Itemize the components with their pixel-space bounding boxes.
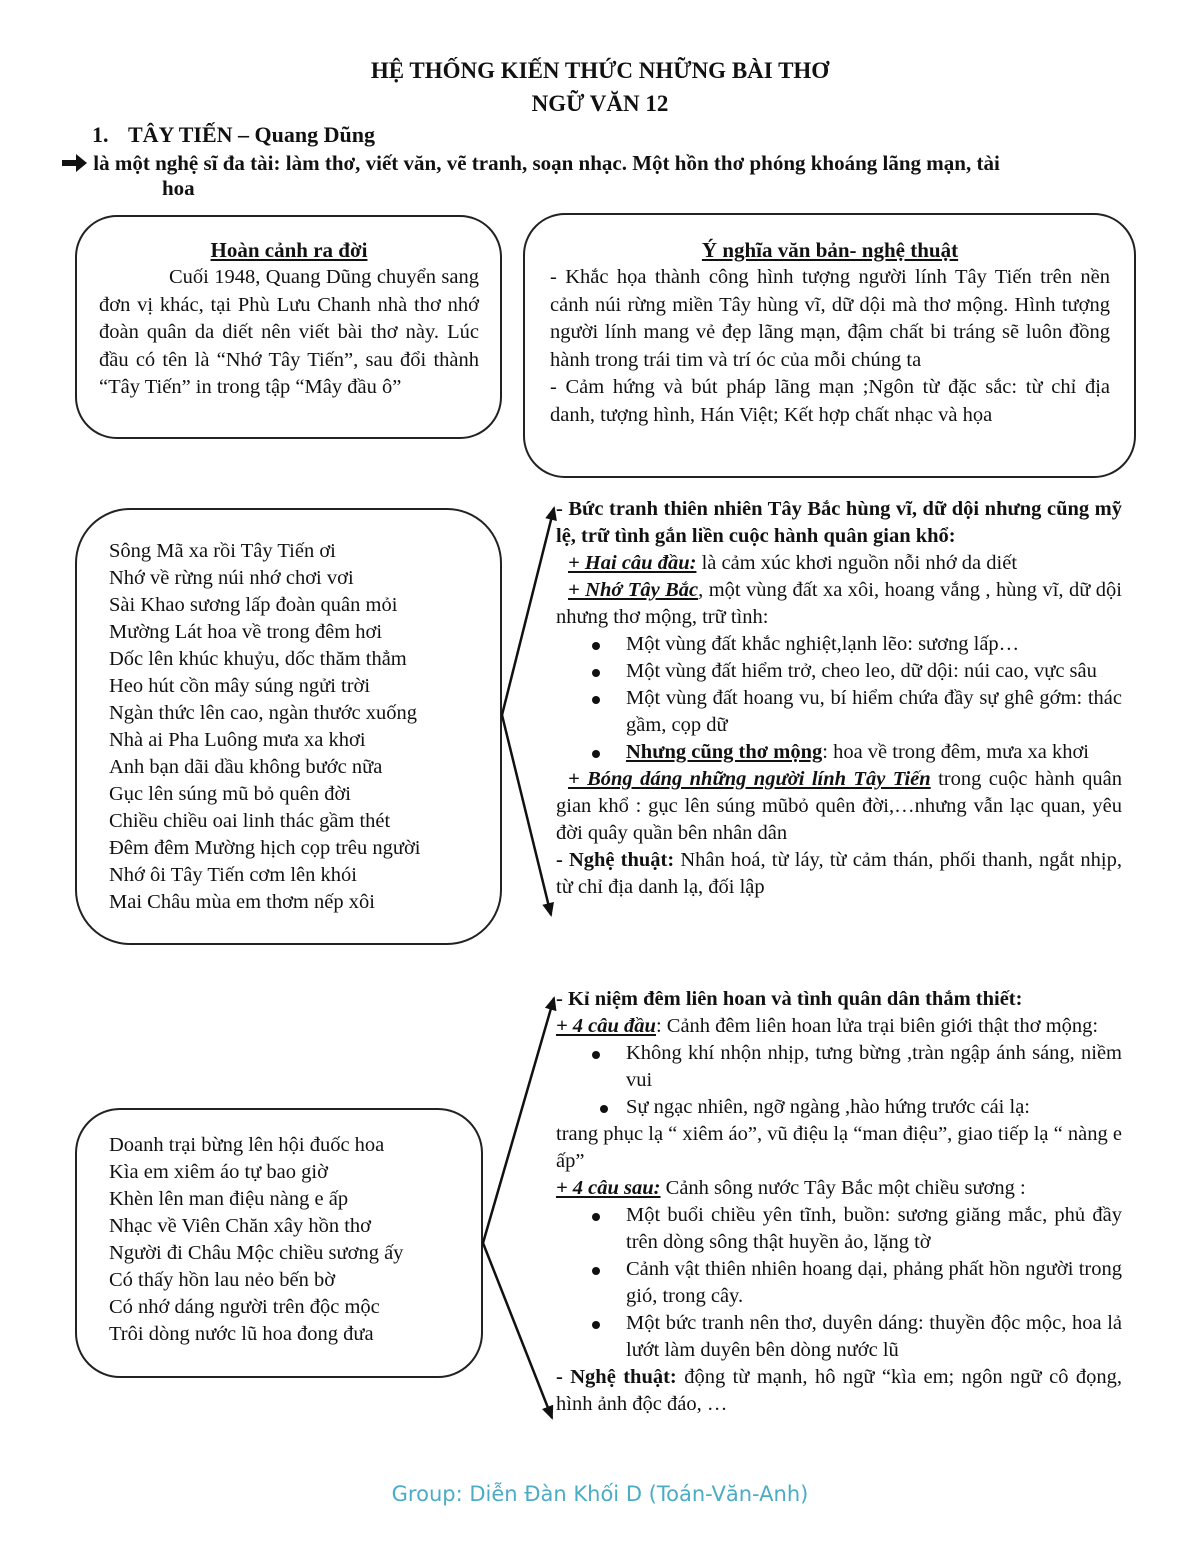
arrow-down-2 — [483, 1243, 552, 1418]
poem-line: Anh bạn dãi dầu không bước nữa — [109, 756, 383, 778]
poem-line: Nhớ về rừng núi nhớ chơi vơi — [109, 567, 354, 589]
meaning-box-title: Ý nghĩa văn bản- nghệ thuật — [701, 238, 959, 262]
analysis2-bullets-a — [556, 1040, 1122, 1094]
analysis2-art: - Nghệ thuật: động từ mạnh, hô ngữ “kìa em; ngôn ngữ cô đọng, hình ảnh độc đáo, … — [556, 1366, 1122, 1415]
poem-line: Nhạc về Viên Chăn xây hồn thơ — [109, 1215, 372, 1237]
list-item: Nhưng cũng thơ mộng: hoa về trong đêm, mưa xa khơi — [556, 739, 1122, 766]
arrow-up-1 — [502, 508, 554, 715]
analysis2-heading: - Kỉ niệm đêm liên hoan và tình quân dân thắm thiết: — [556, 988, 1023, 1010]
analysis2-bullet2-rest: trang phục lạ “ xiêm áo”, vũ điệu lạ “man điệu”, giao tiếp lạ “ nàng e ấp” — [556, 1123, 1122, 1172]
analysis1-bullets — [556, 631, 1122, 766]
poem-line: Gục lên súng mũ bỏ quên đời — [109, 783, 352, 805]
list-item: Sự ngạc nhiên, ngỡ ngàng ,hào hứng trước cái lạ: — [556, 1094, 1122, 1121]
bullet-icon — [600, 1105, 608, 1113]
poem-line: Nhà ai Pha Luông mưa xa khơi — [109, 729, 366, 751]
analysis1-art: - Nghệ thuật: Nhân hoá, từ láy, từ cảm thán, phối thanh, ngắt nhịp, từ chỉ địa danh lạ, đối lập — [556, 849, 1122, 898]
arrow-down-1 — [502, 715, 551, 915]
page-title: HỆ THỐNG KIẾN THỨC NHỮNG BÀI THƠ — [370, 58, 830, 83]
poem-line: Mường Lát hoa về trong đêm hơi — [109, 621, 383, 643]
poem-line: Doanh trại bừng lên hội đuốc hoa — [109, 1134, 385, 1156]
bullet-icon — [592, 1321, 600, 1329]
meaning-box-para1: - Khắc họa thành công hình tượng người lính Tây Tiến trên nền cảnh núi rừng miền Tây hùng vĩ, dữ dội mà thơ mộng. Hình tượng người lính mang vẻ đẹp lãng mạn, đậm chất bi tráng sẽ luôn đồng hành trong trái tim và trí óc của mỗi chúng ta — [550, 266, 1110, 371]
analysis1-sub3: + Bóng dáng những người lính Tây Tiến trong cuộc hành quân gian khổ : gục lên súng mũbỏ quên đời,…nhưng vẫn lạc quan, yêu đời quây quần bên nhân dân — [556, 768, 1123, 844]
poem-line: Có thấy hồn lau nẻo bến bờ — [109, 1269, 336, 1291]
analysis1-heading: - Bức tranh thiên nhiên Tây Bắc hùng vĩ, dữ dội nhưng cũng mỹ lệ, trữ tình gắn liền cuộc hành quân gian khổ: — [556, 498, 1122, 547]
footer-group-name: Group: Diễn Đàn Khối D (Toán-Văn-Anh) — [391, 1482, 809, 1506]
analysis2 — [556, 986, 1122, 1418]
poem-line: Có nhớ dáng người trên độc mộc — [109, 1296, 380, 1318]
poem-line: Nhớ ôi Tây Tiến cơm lên khói — [109, 864, 357, 886]
list-item: Không khí nhộn nhịp, tưng bừng ,tràn ngập ánh sáng, niềm vui — [556, 1040, 1122, 1094]
bullet-icon — [592, 750, 600, 758]
poem-line: Khèn lên man điệu nàng e ấp — [109, 1188, 349, 1210]
poem-line: Trôi dòng nước lũ hoa đong đưa — [109, 1323, 374, 1345]
list-item: Một buổi chiều yên tĩnh, buồn: sương giăng mắc, phủ đầy trên dòng sông thật huyền ảo, lặng tờ — [556, 1202, 1122, 1256]
arrow-up-2 — [483, 998, 554, 1243]
context-box-text: Cuối 1948, Quang Dũng chuyển sang đơn vị khác, tại Phù Lưu Chanh nhà thơ nhớ đoàn quân da diết nên viết bài thơ này. Lúc đầu có tên là “Nhớ Tây Tiến”, sau đổi thành “Tây Tiến” in trong tập “Mây đầu ô” — [99, 266, 479, 398]
poem-line: Ngàn thức lên cao, ngàn thước xuống — [109, 702, 418, 724]
bullet-icon — [592, 1267, 600, 1275]
list-item: Một vùng đất khắc nghiệt,lạnh lẽo: sương lấp… — [556, 631, 1122, 658]
list-item: Một vùng đất hiểm trở, cheo leo, dữ dội: núi cao, vực sâu — [556, 658, 1122, 685]
analysis2-bullets-b — [556, 1202, 1122, 1364]
author-description: là một nghệ sĩ đa tài: làm thơ, viết văn, vẽ tranh, soạn nhạc. Một hồn thơ phóng khoáng lãng mạn, tài — [62, 150, 1162, 176]
poem-line: Dốc lên khúc khuỷu, dốc thăm thẳm — [109, 648, 407, 670]
bullet-icon — [592, 642, 600, 650]
list-item: Một vùng đất hoang vu, bí hiểm chứa đầy sự ghê gớm: thác gầm, cọp dữ — [556, 685, 1122, 739]
poem-line: Sông Mã xa rồi Tây Tiến ơi — [109, 540, 336, 562]
poem-line: Sài Khao sương lấp đoàn quân mỏi — [109, 594, 398, 616]
list-item: Cảnh vật thiên nhiên hoang dại, phảng phất hồn người trong gió, trong cây. — [556, 1256, 1122, 1310]
context-box-title: Hoàn cảnh ra đời — [210, 238, 368, 262]
poem-line: Mai Châu mùa em thơm nếp xôi — [109, 891, 375, 913]
poem-line: Heo hút cồn mây súng ngửi trời — [109, 675, 371, 697]
poem-line: Người đi Châu Mộc chiều sương ấy — [109, 1242, 404, 1264]
bullet-icon — [592, 669, 600, 677]
page-subtitle: NGỮ VĂN 12 — [531, 91, 669, 116]
list-item: Một bức tranh nên thơ, duyên dáng: thuyền độc mộc, hoa lả lướt làm duyên bên dòng nước lũ — [556, 1310, 1122, 1364]
analysis2-sub1: + 4 câu đầu: Cảnh đêm liên hoan lửa trại biên giới thật thơ mộng: — [556, 1015, 1099, 1037]
meaning-box-para2: - Cảm hứng và bút pháp lãng mạn ;Ngôn từ đặc sắc: từ chỉ địa danh, tượng hình, Hán Việt; Kết hợp chất nhạc và họa — [550, 376, 1110, 426]
poem-line: Kìa em xiêm áo tự bao giờ — [109, 1161, 328, 1183]
bullet-icon — [592, 1213, 600, 1221]
bullet-icon — [592, 1051, 600, 1059]
bullet-icon — [592, 696, 600, 704]
poem-line: Chiều chiều oai linh thác gầm thét — [109, 810, 391, 832]
section-title: TÂY TIẾN – Quang Dũng — [128, 122, 375, 147]
analysis1-sub2: + Nhớ Tây Bắc, một vùng đất xa xôi, hoang vắng , hùng vĩ, dữ dội nhưng thơ mộng, trữ tình: — [556, 579, 1122, 628]
poem-line: Đêm đêm Mường hịch cọp trêu người — [109, 837, 421, 859]
analysis2-sub2: + 4 câu sau: Cảnh sông nước Tây Bắc một chiều sương : — [556, 1177, 1026, 1199]
analysis1 — [556, 496, 1122, 901]
author-description-cont: hoa — [162, 176, 195, 200]
analysis1-sub1: + Hai câu đầu: là cảm xúc khơi nguồn nỗi nhớ da diết — [568, 552, 1018, 574]
section-number: 1. — [92, 122, 109, 147]
